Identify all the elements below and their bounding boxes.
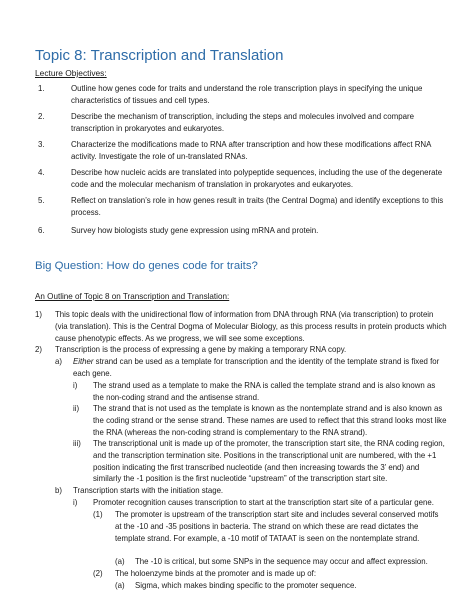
big-question-heading: Big Question: How do genes code for traits? [35, 260, 258, 272]
objective-item: 2. Describe the mechanism of transcription, including the steps and molecules involved and compare transcription in prokaryotes and eukaryotes. [38, 112, 414, 134]
outline-item-2b-i-2-a: (a) Sigma, which makes binding specific to the promoter sequence. [115, 581, 357, 590]
outline-item-2b-i: i) Promoter recognition causes transcription to start at the transcription start site of a particular gene. [73, 498, 434, 507]
outline-heading: An Outline of Topic 8 on Transcription and Translation: [35, 292, 230, 301]
outline-item-2b-i-1: (1) The promoter is upstream of the transcription start site and includes several conserved motifs at the -10 and -35 positions in bacteria. The strand on which these are read dictates the template strand. For example, a -10 motif of TATAAT is seen on the nontemplate strand. [93, 510, 439, 543]
outline-item-2a-ii: ii) The strand that is not used as the template is known as the nontemplate strand and is also known as the coding strand or the sense strand. These names are used to reflect that this strand looks most like the RNA (whereas the non-coding strand is complementary to the RNA strand). [73, 404, 447, 437]
objective-item: 3. Characterize the modifications made to RNA after transcription and how these modifications affect RNA activity. Investigate the role of un-translated RNAs. [38, 140, 431, 162]
page-title: Topic 8: Transcription and Translation [35, 47, 284, 64]
objective-item: 6. Survey how biologists study gene expression using mRNA and protein. [38, 226, 319, 235]
outline-item-2a-iii: iii) The transcriptional unit is made up of the promoter, the transcription start site, the RNA coding region, and the transcription termination site. Positions in the transcriptional unit are numbered, with the +1 position indicating the first transcribed nucleotide (and then increasing towards the 3’ end) and similarly the -1 position is the first nucleotide “upstream” of the transcription start site. [73, 439, 445, 484]
outline-item-2b-i-2: (2) The holoenzyme binds at the promoter and is made up of: [93, 569, 317, 578]
outline-item-2a-i: i) The strand used as a template to make the RNA is called the template strand and is also known as the non-coding strand and the antisense strand. [73, 381, 436, 402]
outline-item-2: 2) Transcription is the process of expressing a gene by making a temporary RNA copy. [35, 345, 347, 354]
outline-item-1: 1) This topic deals with the unidirectional flow of information from DNA through RNA (via transcription) to protein (via translation). This is the Central Dogma of Molecular Biology, as this process results in protein products which cause phenotypic effects. As we progress, we will see some exceptions. [35, 310, 447, 343]
objective-item: 4. Describe how nucleic acids are translated into polypeptide sequences, including the use of the degenerate code and the molecular mechanism of translation in prokaryotes and eukaryotes. [38, 168, 443, 190]
objective-item: 5. Reflect on translation’s role in how genes result in traits (the Central Dogma) and identify exceptions to this process. [38, 196, 444, 218]
lecture-objectives-heading: Lecture Objectives: [35, 68, 107, 78]
objective-item: 1. Outline how genes code for traits and understand the role transcription plays in specifying the unique characteristics of tissues and cell types. [38, 84, 423, 106]
outline-item-2a: a) Either strand can be used as a template for transcription and the identity of the template strand is fixed for each gene. [55, 357, 440, 378]
outline-item-2b: b) Transcription starts with the initiation stage. [55, 486, 224, 495]
outline-item-2b-i-1-a: (a) The -10 is critical, but some SNPs in the sequence may occur and affect expression. [115, 557, 428, 566]
